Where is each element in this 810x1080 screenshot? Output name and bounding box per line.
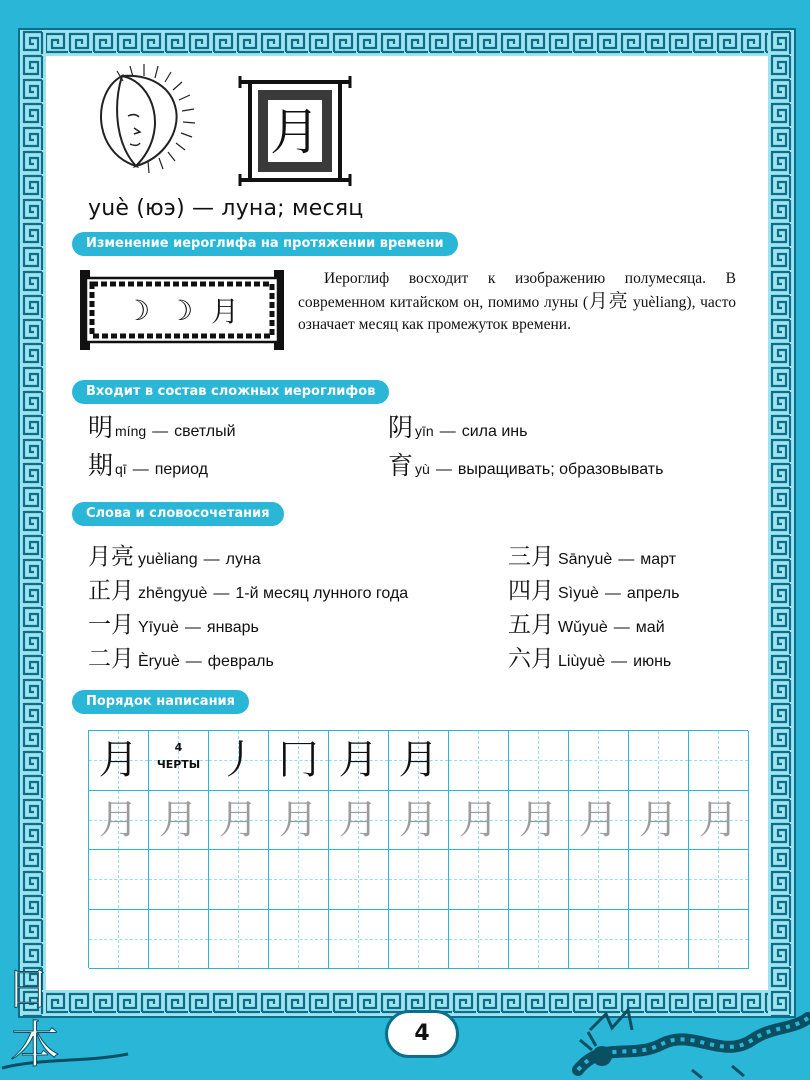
practice-cell bbox=[509, 791, 569, 851]
word-hanzi: 三月 bbox=[508, 544, 554, 570]
guide-line bbox=[89, 879, 148, 880]
trace-character: 月 bbox=[458, 796, 499, 843]
guide-line bbox=[209, 879, 268, 880]
guide-line bbox=[269, 939, 328, 940]
main-character: 月 bbox=[270, 103, 320, 161]
description-hanzi: 月亮 bbox=[587, 290, 629, 312]
practice-cell bbox=[629, 791, 689, 851]
trace-character: 月 bbox=[278, 796, 319, 843]
practice-cell bbox=[449, 910, 509, 970]
compound-translation: выращивать; образовывать bbox=[457, 461, 664, 478]
practice-cell bbox=[629, 850, 689, 910]
word-pinyin: Sìyuè bbox=[558, 585, 599, 602]
word-pinyin: Yīyuè bbox=[138, 619, 179, 636]
guide-line bbox=[569, 879, 628, 880]
practice-cell bbox=[329, 791, 389, 851]
word-hanzi: 四月 bbox=[508, 578, 554, 604]
compound-item bbox=[388, 408, 527, 444]
stroke-order-character: 月 bbox=[98, 737, 139, 783]
word-pinyin: zhēngyuè bbox=[138, 585, 208, 602]
word-pinyin: Èryuè bbox=[138, 653, 180, 670]
compound-item bbox=[88, 408, 236, 444]
word-item bbox=[88, 606, 259, 639]
compound-item bbox=[388, 446, 663, 482]
trace-character: 月 bbox=[398, 796, 439, 843]
guide-line bbox=[689, 760, 748, 761]
dash: — bbox=[152, 423, 169, 440]
word-item bbox=[88, 538, 261, 571]
dash: — bbox=[185, 653, 202, 670]
compound-hanzi: 阴 bbox=[388, 413, 414, 442]
trace-character: 月 bbox=[218, 796, 259, 843]
evolution-scroll bbox=[80, 268, 284, 352]
practice-cell bbox=[209, 850, 269, 910]
practice-cell bbox=[149, 850, 209, 910]
guide-line bbox=[449, 760, 508, 761]
practice-cell bbox=[389, 850, 449, 910]
trace-character: 月 bbox=[518, 796, 559, 843]
word-translation: июнь bbox=[633, 653, 672, 670]
section-heading-evolution: Изменение иероглифа на протяжении времени bbox=[72, 232, 458, 256]
practice-cell bbox=[269, 910, 329, 970]
guide-line bbox=[449, 939, 508, 940]
practice-cell bbox=[329, 910, 389, 970]
guide-line bbox=[329, 879, 388, 880]
guide-line bbox=[629, 939, 688, 940]
compound-item bbox=[88, 446, 208, 482]
practice-cell bbox=[389, 791, 449, 851]
compound-pinyin: yù bbox=[415, 461, 430, 477]
stroke-step: 月 bbox=[338, 737, 379, 783]
evolution-description bbox=[298, 268, 736, 336]
practice-cell bbox=[209, 731, 269, 791]
ancient-form-2: ☽ bbox=[167, 293, 194, 327]
word-hanzi: 正月 bbox=[88, 578, 134, 604]
section-heading-stroke-order: Порядок написания bbox=[72, 690, 249, 714]
practice-cell bbox=[689, 850, 749, 910]
word-hanzi: 五月 bbox=[508, 612, 554, 638]
guide-line bbox=[509, 879, 568, 880]
word-pinyin: Wǔyuè bbox=[558, 619, 608, 636]
compound-hanzi: 明 bbox=[88, 413, 114, 442]
practice-cell bbox=[269, 791, 329, 851]
dash: — bbox=[613, 619, 630, 636]
word-translation: луна bbox=[225, 551, 261, 568]
trace-character: 月 bbox=[698, 796, 739, 843]
word-translation: май bbox=[635, 619, 665, 636]
compound-pinyin: yīn bbox=[415, 423, 434, 439]
word-item bbox=[88, 640, 274, 673]
compound-hanzi: 育 bbox=[388, 451, 414, 480]
dash: — bbox=[604, 585, 621, 602]
practice-cell bbox=[569, 850, 629, 910]
word-translation: 1-й месяц лунного года bbox=[235, 585, 409, 602]
practice-cell bbox=[389, 731, 449, 791]
practice-cell bbox=[569, 910, 629, 970]
guide-line bbox=[449, 879, 508, 880]
dash: — bbox=[435, 461, 452, 478]
word-item bbox=[508, 606, 665, 639]
practice-cell bbox=[149, 791, 209, 851]
word-hanzi: 二月 bbox=[88, 646, 134, 672]
guide-line bbox=[149, 879, 208, 880]
practice-cell bbox=[509, 731, 569, 791]
practice-cell bbox=[509, 910, 569, 970]
guide-line bbox=[629, 760, 688, 761]
practice-cell bbox=[209, 910, 269, 970]
compound-hanzi: 期 bbox=[88, 451, 114, 480]
compound-translation: период bbox=[154, 461, 208, 478]
guide-line bbox=[569, 760, 628, 761]
guide-line bbox=[329, 939, 388, 940]
practice-cell bbox=[629, 910, 689, 970]
trace-character: 月 bbox=[638, 796, 679, 843]
word-hanzi: 六月 bbox=[508, 646, 554, 672]
practice-cell bbox=[89, 791, 149, 851]
practice-cell bbox=[389, 910, 449, 970]
word-translation: март bbox=[640, 551, 677, 568]
practice-cell bbox=[689, 731, 749, 791]
description-pinyin: yuèliang bbox=[628, 294, 687, 311]
word-pinyin: yuèliang bbox=[138, 551, 198, 568]
compound-translation: светлый bbox=[174, 423, 236, 440]
ancient-form-1: ☽ bbox=[124, 293, 151, 327]
section-heading-words: Слова и словосочетания bbox=[72, 502, 284, 526]
dash: — bbox=[618, 551, 635, 568]
trace-character: 月 bbox=[338, 796, 379, 843]
word-translation: январь bbox=[206, 619, 259, 636]
stroke-step: 冂 bbox=[278, 737, 319, 783]
page-title: yuè (юэ) — луна; месяц bbox=[88, 196, 364, 221]
stroke-count bbox=[149, 739, 208, 773]
word-item bbox=[508, 640, 671, 673]
trace-character: 月 bbox=[98, 796, 139, 843]
guide-line bbox=[629, 879, 688, 880]
corner-calligraphy bbox=[0, 958, 130, 1078]
compound-pinyin: qī bbox=[115, 461, 127, 477]
practice-cell bbox=[689, 910, 749, 970]
dash: — bbox=[611, 653, 628, 670]
corner-char-1: 日 bbox=[6, 964, 50, 1015]
practice-cell bbox=[569, 791, 629, 851]
character-frame bbox=[236, 72, 354, 190]
practice-grid bbox=[88, 730, 748, 968]
practice-cell bbox=[329, 731, 389, 791]
word-item bbox=[88, 572, 408, 605]
guide-line bbox=[689, 879, 748, 880]
guide-line bbox=[389, 939, 448, 940]
guide-line bbox=[269, 879, 328, 880]
practice-cell bbox=[569, 731, 629, 791]
practice-cell bbox=[149, 910, 209, 970]
guide-line bbox=[149, 939, 208, 940]
practice-cell bbox=[329, 850, 389, 910]
trace-character: 月 bbox=[578, 796, 619, 843]
dash: — bbox=[439, 423, 456, 440]
page-number: 4 bbox=[385, 1010, 459, 1058]
stroke-step: 月 bbox=[398, 737, 439, 783]
dragon-illustration bbox=[572, 1000, 810, 1080]
stroke-count-label: ЧЕРТЫ bbox=[156, 758, 201, 771]
practice-cell bbox=[209, 791, 269, 851]
practice-cell bbox=[629, 731, 689, 791]
guide-line bbox=[389, 879, 448, 880]
practice-cell bbox=[89, 850, 149, 910]
modern-form: 月 bbox=[211, 295, 240, 328]
stroke-count-number: 4 bbox=[174, 741, 183, 754]
guide-line bbox=[209, 939, 268, 940]
practice-cell bbox=[269, 731, 329, 791]
guide-line bbox=[689, 939, 748, 940]
stroke-step: 丿 bbox=[218, 737, 259, 783]
practice-cell bbox=[149, 731, 209, 791]
word-pinyin: Sānyuè bbox=[558, 551, 613, 568]
guide-line bbox=[89, 939, 148, 940]
practice-cell bbox=[689, 791, 749, 851]
guide-line bbox=[509, 939, 568, 940]
guide-line bbox=[569, 939, 628, 940]
dash: — bbox=[132, 461, 149, 478]
word-pinyin: Liùyuè bbox=[558, 653, 606, 670]
practice-cell bbox=[509, 850, 569, 910]
word-translation: апрель bbox=[626, 585, 680, 602]
word-hanzi: 月亮 bbox=[88, 544, 134, 570]
practice-cell bbox=[449, 791, 509, 851]
practice-cell bbox=[89, 731, 149, 791]
practice-cell bbox=[449, 731, 509, 791]
word-item bbox=[508, 572, 679, 605]
corner-char-2: 本 bbox=[10, 1016, 60, 1074]
word-hanzi: 一月 bbox=[88, 612, 134, 638]
trace-character: 月 bbox=[158, 796, 199, 843]
dash: — bbox=[184, 619, 201, 636]
crescent-moon-illustration bbox=[84, 62, 204, 182]
compound-translation: сила инь bbox=[461, 423, 528, 440]
dash: — bbox=[203, 551, 220, 568]
dash: — bbox=[213, 585, 230, 602]
description-text-2: ), часто означает месяц как промежуток времени. bbox=[298, 294, 736, 333]
description-text-1: Иероглиф восходит к изображению полумесяца. В современном китайском он, помимо луны ( bbox=[298, 270, 736, 311]
compound-pinyin: míng bbox=[115, 423, 147, 439]
word-translation: февраль bbox=[207, 653, 274, 670]
section-heading-compounds: Входит в состав сложных иероглифов bbox=[72, 380, 389, 404]
word-item bbox=[508, 538, 676, 571]
practice-cell bbox=[449, 850, 509, 910]
guide-line bbox=[509, 760, 568, 761]
practice-cell bbox=[269, 850, 329, 910]
